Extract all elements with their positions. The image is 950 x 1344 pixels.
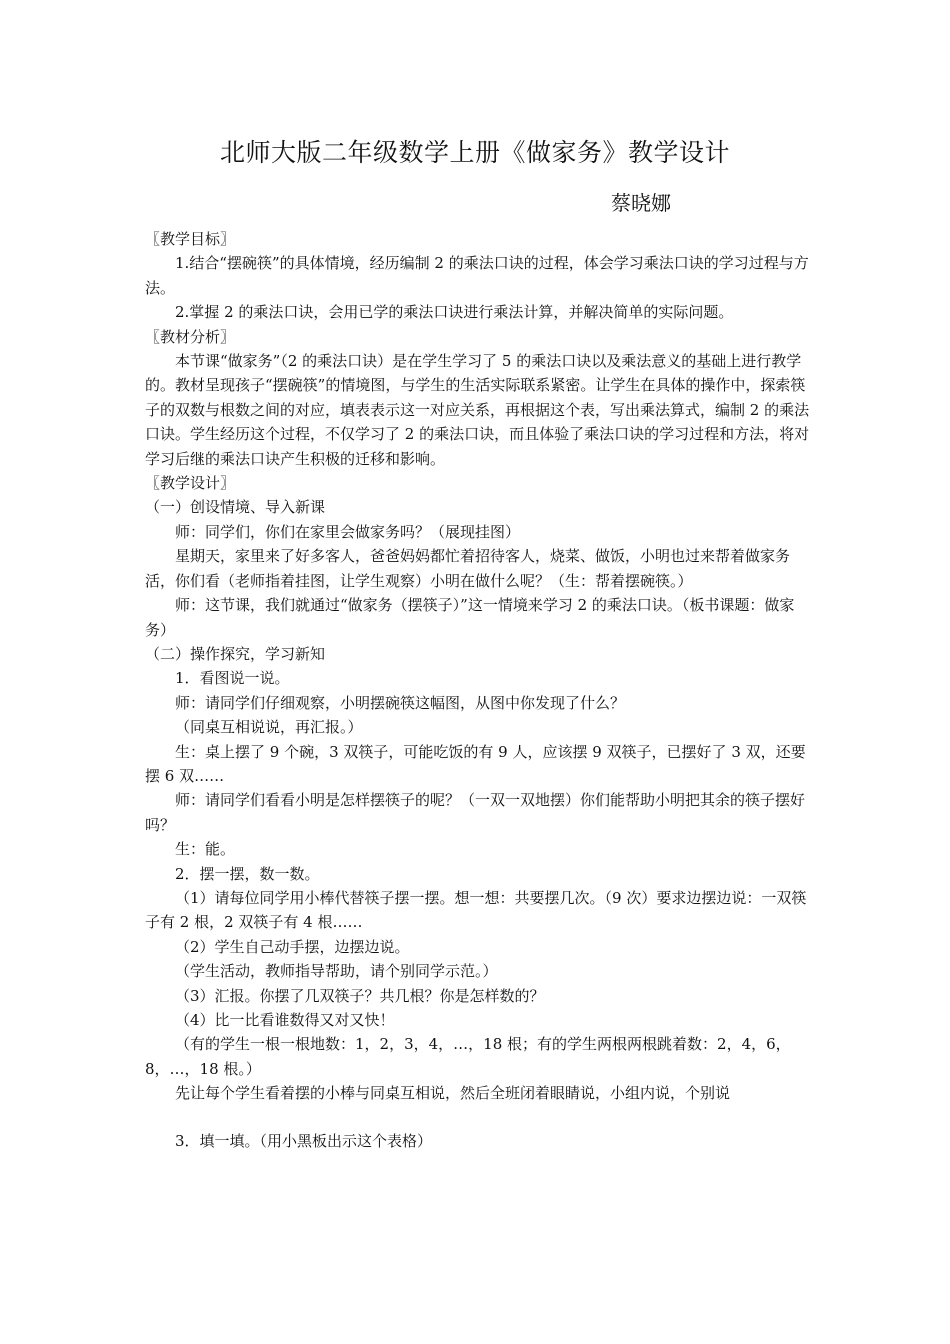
paragraph: （4）比一比看谁数得又对又快！ (175, 1011, 395, 1029)
paragraph: 师：请同学们看看小明是怎样摆筷子的呢？（一双一双地摆）你们能帮助小明把其余的筷子摆好吗？ (145, 791, 806, 834)
paragraph: （学生活动，教师指导帮助，请个别同学示范。） (175, 962, 498, 981)
paragraph: 1．看图说一说。 (175, 669, 290, 688)
paragraph: 先让每个学生看着摆的小棒与同桌互相说，然后全班闭着眼睛说，小组内说，个别说 (175, 1084, 731, 1103)
paragraph: （3）汇报。你摆了几双筷子？共几根？你是怎样数的？ (175, 986, 545, 1005)
subsection-heading: （一）创设情境、导入新课 (145, 498, 326, 517)
paragraph: 2.掌握 2 的乘法口诀，会用已学的乘法口诀进行乘法计算，并解决简单的实际问题。 (175, 303, 734, 322)
subsection-heading: （二）操作探究，学习新知 (145, 644, 326, 663)
paragraph: 2．摆一摆，数一数。 (175, 864, 320, 883)
section-heading: 〖教学设计〗 (145, 474, 236, 493)
paragraph: （同桌互相说说，再汇报。） (175, 718, 363, 737)
paragraph: 1.结合“摆碗筷”的具体情境，经历编制 2 的乘法口诀的过程，体会学习乘法口诀的学习过程与方法。 (145, 254, 809, 297)
blank-line (145, 1106, 813, 1129)
paragraph: 师：同学们，你们在家里会做家务吗？（展现挂图） (175, 522, 521, 541)
paragraph: 星期天，家里来了好多客人，爸爸妈妈都忙着招待客人，烧菜、做饭，小明也过来帮着做家务活，你们看（老师指着挂图，让学生观察）小明在做什么呢？（生：帮着摆碗筷。） (145, 547, 791, 590)
paragraph: （有的学生一根一根地数：1，2，3，4，…，18 根；有的学生两根两根跳着数：2，4，6，8，…，18 根。） (145, 1035, 791, 1078)
author-name: 蔡晓娜 (611, 191, 671, 215)
paragraph: 3．填一填。（用小黑板出示这个表格） (175, 1131, 433, 1150)
document-body (145, 227, 813, 1153)
paragraph: 生：桌上摆了 9 个碗，3 双筷子，可能吃饭的有 9 人，应该摆 9 双筷子，已摆好了 3 双，还要摆 6 双…… (145, 742, 806, 785)
paragraph: 生：能。 (175, 840, 236, 859)
section-heading: 〖教学目标〗 (145, 230, 236, 248)
document-title: 北师大版二年级数学上册《做家务》教学设计 (219, 138, 730, 167)
paragraph: 本节课“做家务”（2 的乘法口诀）是在学生学习了 5 的乘法口诀以及乘法意义的基础上进行教学的。教材呈现孩子“摆碗筷”的情境图，与学生的生活实际联系紧密。让学生在具体的操作中，探索筷子的双数与根数之间的对应，填表表示这一对应关系，再根据这个表，写出乘法算式，编制 2 的乘法口诀。学生经历这个过程，不仅学习了 2 的乘法口诀，而且体验了乘法口诀的学习过程和方法，将对学习后继的乘法口诀产生积极的迁移和影响。 (145, 352, 810, 468)
section-heading: 〖教材分析〗 (145, 327, 236, 346)
paragraph: 师：请同学们仔细观察，小明摆碗筷这幅图，从图中你发现了什么？ (175, 693, 626, 712)
paragraph: 师：这节课，我们就通过“做家务（摆筷子）”这一情境来学习 2 的乘法口诀。（板书课题：做家务） (145, 596, 795, 639)
paragraph: （2）学生自己动手摆，边摆边说。 (175, 937, 410, 956)
paragraph: （1）请每位同学用小棒代替筷子摆一摆。想一想：共要摆几次。（9 次）要求边摆边说：一双筷子有 2 根，2 双筷子有 4 根…… (145, 888, 807, 932)
